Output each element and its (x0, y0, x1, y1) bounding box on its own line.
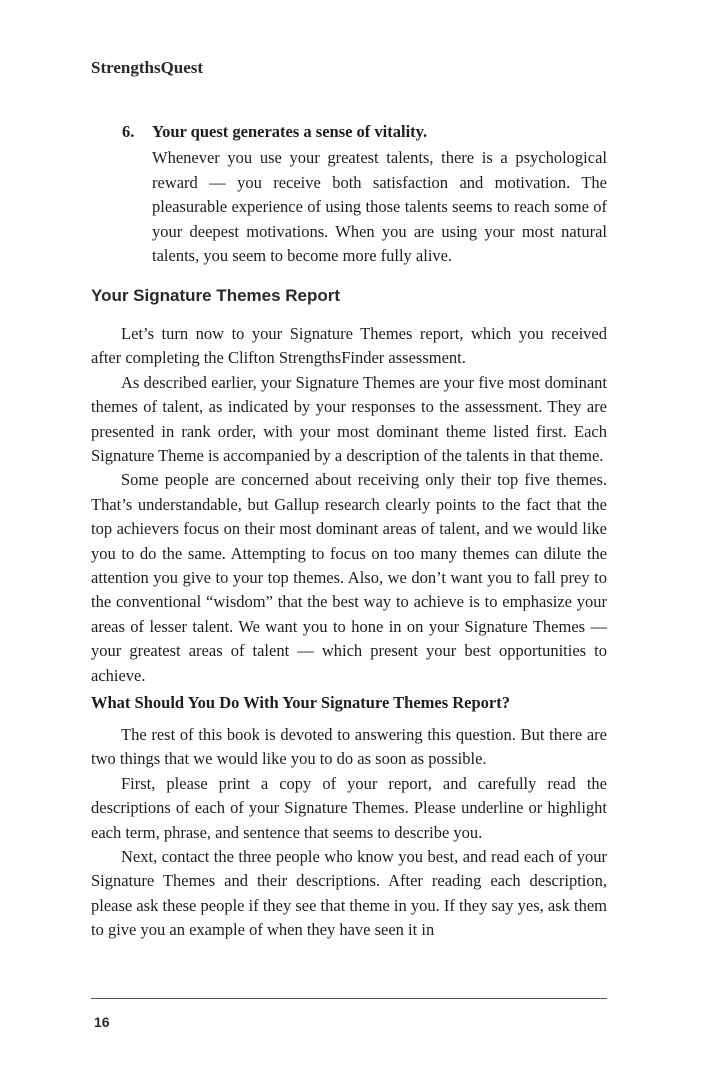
paragraph: Some people are concerned about receiving only their top five themes. That’s understandable, but Gallup research clearly points to the fact that the top achievers focus on their most dominant areas of talent, and we would like you to do the same. Attempting to focus on too many themes can dilute the attention you give to your top themes. Also, we don’t want you to fall prey to the conventional “wisdom” that the best way to achieve is to emphasize your areas of lesser talent. We want you to hone in on your Signature Themes — your greatest areas of talent — which present your best opportunities to achieve. (91, 470, 607, 685)
section-heading: Your Signature Themes Report (91, 286, 341, 305)
list-item-body: Whenever you use your greatest talents, there is a psychological reward — you receive both satisfaction and motivation. The pleasurable experience of using those talents seems to reach some of your deepest motivations. When you are using your most natural talents, you seem to become more fully alive. (152, 148, 607, 265)
subsection-body (91, 723, 607, 943)
page-number: 16 (94, 1014, 110, 1030)
paragraph: The rest of this book is devoted to answering this question. But there are two things that we would like you to do as soon as possible. (91, 725, 607, 769)
list-item-number: 6. (122, 122, 135, 141)
paragraph: Let’s turn now to your Signature Themes report, which you received after completing the Clifton StrengthsFinder assessment. (91, 324, 607, 368)
running-header-title: StrengthsQuest (91, 58, 204, 77)
subsection-heading: What Should You Do With Your Signature Themes Report? (91, 693, 511, 712)
footer-rule (91, 998, 607, 999)
paragraph: First, please print a copy of your report, and carefully read the descriptions of each of your Signature Themes. Please underline or highlight each term, phrase, and sentence that seems to describe you. (91, 773, 607, 842)
paragraph: As described earlier, your Signature Themes are your five most dominant themes of talent, as indicated by your responses to the assessment. They are presented in rank order, with your most dominant theme listed first. Each Signature Theme is accompanied by a description of the talents in that theme. (91, 372, 607, 466)
numbered-list-item (91, 120, 607, 269)
section-body (91, 322, 607, 688)
list-item-heading (91, 120, 607, 144)
paragraph: Next, contact the three people who know you best, and read each of your Signature Themes and their descriptions. After reading each description, please ask these people if they see that theme in you. If they say yes, ask them to give you an example of when they have seen it in (91, 847, 607, 940)
list-item-title: Your quest generates a sense of vitality. (152, 122, 428, 141)
